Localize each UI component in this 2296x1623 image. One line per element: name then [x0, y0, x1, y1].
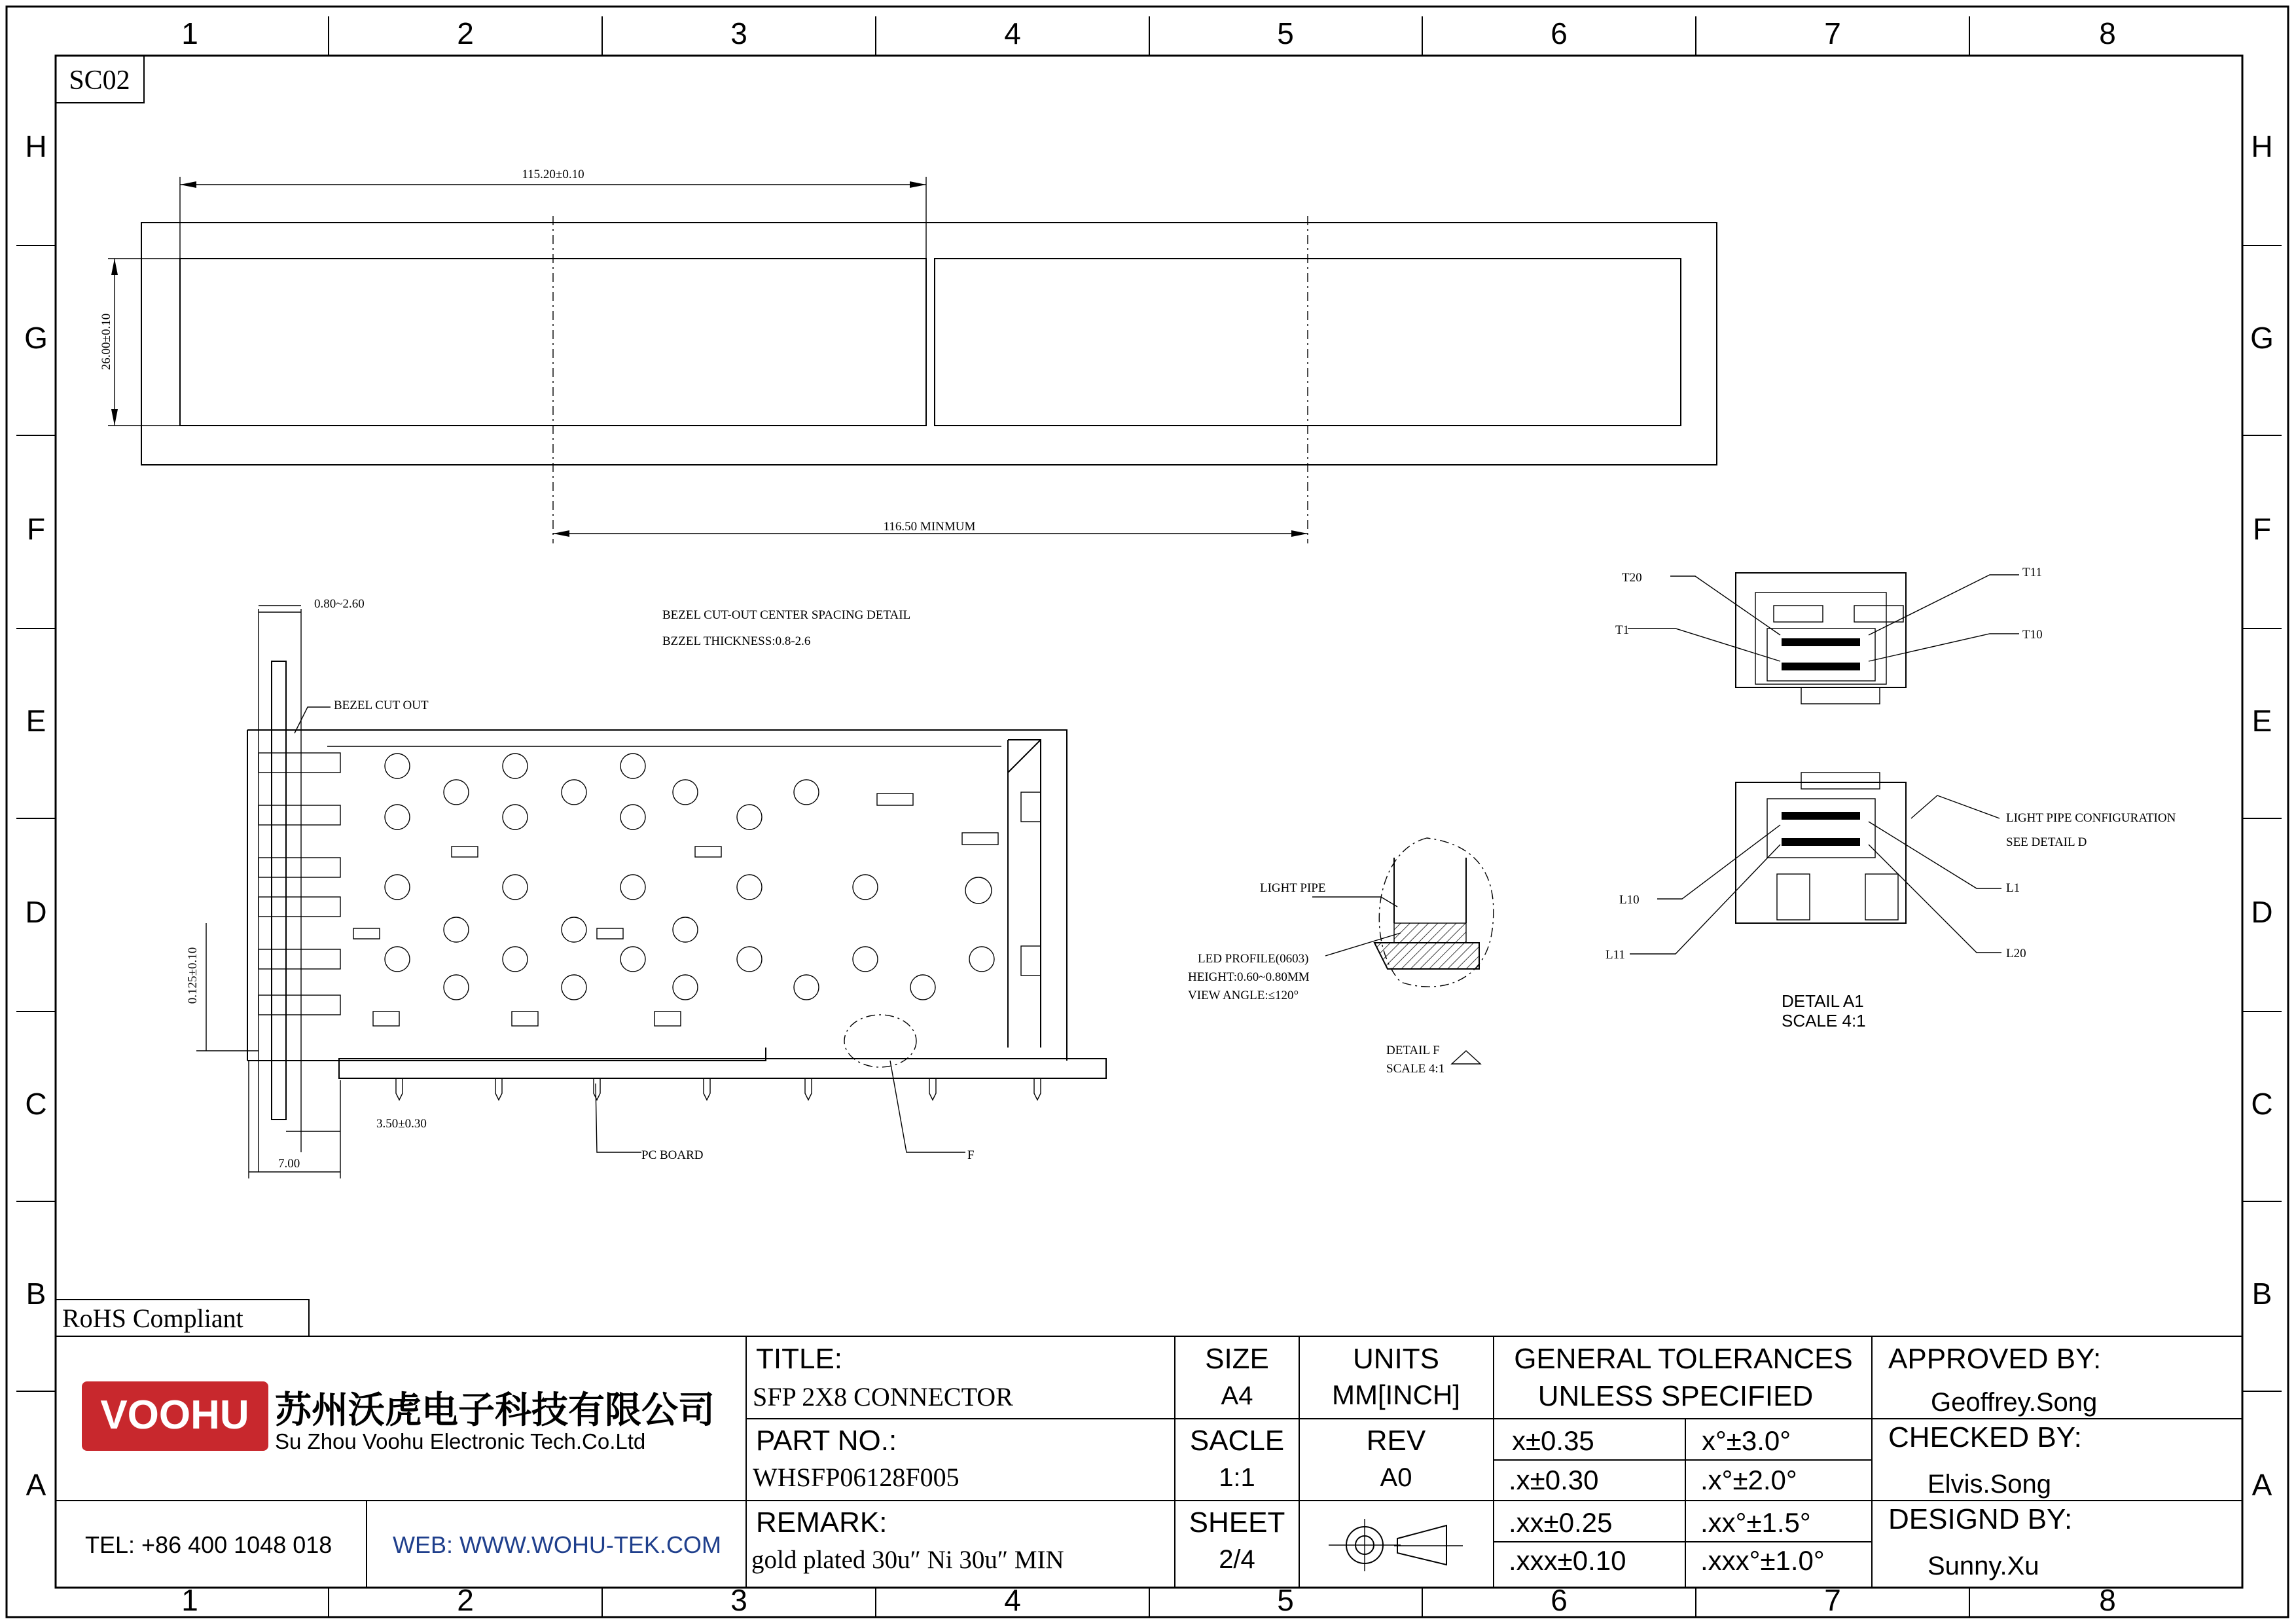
rohs-label: RoHS Compliant — [62, 1304, 243, 1333]
note-see-detail-d: SEE DETAIL D — [2006, 835, 2087, 849]
projection-symbol-icon — [1329, 1519, 1463, 1571]
remark-value: gold plated 30u″ Ni 30u″ MIN — [751, 1546, 1064, 1574]
detail-a1-label: DETAIL A1 — [1782, 991, 1864, 1011]
rev-label: REV — [1366, 1425, 1426, 1457]
note-light-pipe: LIGHT PIPE — [1260, 881, 1326, 895]
callout-f: F — [967, 1148, 975, 1162]
detail-a1-view — [1628, 573, 2019, 954]
dim-top-min: 116.50 MINMUM — [883, 520, 976, 534]
units-value: MM[INCH] — [1332, 1379, 1460, 1410]
col-label: 4 — [1004, 16, 1021, 51]
side-view — [196, 606, 1106, 1178]
row-label: F — [2252, 512, 2272, 547]
row-label: A — [26, 1468, 46, 1503]
row-label: H — [25, 130, 47, 164]
size-label: SIZE — [1205, 1343, 1269, 1375]
tolerance-value: x°±3.0° — [1702, 1425, 1791, 1456]
tolerance-value: .x±0.30 — [1509, 1465, 1599, 1495]
scale-label: SACLE — [1189, 1425, 1285, 1457]
col-label: 3 — [730, 1583, 747, 1618]
tolerance-title-2: UNLESS SPECIFIED — [1537, 1380, 1814, 1412]
dim-pitch: 0.125±0.10 — [186, 947, 200, 1004]
units-label: UNITS — [1353, 1343, 1439, 1375]
row-label: G — [24, 321, 48, 356]
tolerance-value: .x°±2.0° — [1700, 1465, 1797, 1495]
col-label: 5 — [1277, 1583, 1294, 1618]
checked-value: Elvis.Song — [1928, 1470, 2051, 1499]
pin-l1: L1 — [2006, 881, 2020, 895]
title-value: SFP 2X8 CONNECTOR — [753, 1382, 1013, 1412]
company-name-en: Su Zhou Voohu Electronic Tech.Co.Ltd — [275, 1429, 646, 1453]
pin-t10: T10 — [2022, 628, 2043, 642]
part-value: WHSFP06128F005 — [753, 1463, 960, 1492]
web-link[interactable]: WEB: WWW.WOHU-TEK.COM — [393, 1531, 721, 1558]
pin-t11: T11 — [2022, 566, 2042, 579]
note-view-angle: VIEW ANGLE:≤120° — [1188, 989, 1299, 1002]
col-label: 5 — [1277, 16, 1294, 51]
dim-top-height: 26.00±0.10 — [99, 313, 113, 371]
col-label: 7 — [1824, 16, 1841, 51]
size-value: A4 — [1221, 1381, 1253, 1410]
note-light-pipe-config: LIGHT PIPE CONFIGURATION — [2006, 811, 2176, 825]
sheet-code: SC02 — [69, 65, 130, 96]
dim-top-width: 115.20±0.10 — [522, 168, 584, 181]
approved-label: APPROVED BY: — [1888, 1343, 2102, 1375]
row-label: H — [2251, 130, 2273, 164]
dim-overall-offset: 7.00 — [278, 1157, 300, 1171]
col-label: 1 — [181, 16, 198, 51]
detail-f-label: DETAIL F — [1386, 1044, 1440, 1057]
row-labels-right — [2250, 130, 2274, 1502]
col-label: 2 — [457, 1583, 474, 1618]
row-label: F — [26, 512, 46, 547]
col-label: 8 — [2099, 1583, 2116, 1618]
dim-board-offset: 3.50±0.30 — [376, 1117, 427, 1131]
part-label: PART NO.: — [756, 1425, 897, 1457]
approved-value: Geoffrey.Song — [1931, 1388, 2098, 1417]
col-label: 4 — [1004, 1583, 1021, 1618]
pin-l11: L11 — [1605, 948, 1625, 962]
tel: TEL: +86 400 1048 018 — [85, 1531, 332, 1558]
logo-text: VOOHU — [100, 1393, 249, 1438]
row-labels-left — [24, 130, 48, 1502]
note-bezel-cut-out: BEZEL CUT OUT — [334, 699, 429, 712]
col-label: 3 — [730, 16, 747, 51]
company-name-cn: 苏州沃虎电子科技有限公司 — [275, 1389, 715, 1432]
note-bezel-spacing: BEZEL CUT-OUT CENTER SPACING DETAIL — [662, 608, 911, 622]
row-ticks — [16, 246, 2282, 1391]
sheet-label: SHEET — [1189, 1506, 1285, 1539]
checked-label: CHECKED BY: — [1888, 1421, 2082, 1453]
col-label: 6 — [1551, 16, 1568, 51]
note-led-height: HEIGHT:0.60~0.80MM — [1188, 970, 1310, 984]
row-label: D — [25, 895, 47, 930]
col-label: 8 — [2099, 16, 2116, 51]
sheet-value: 2/4 — [1219, 1545, 1255, 1574]
col-label: 1 — [181, 1583, 198, 1618]
row-label: B — [26, 1277, 46, 1311]
pin-rows — [1782, 638, 1860, 846]
tolerance-value: .xx°±1.5° — [1700, 1507, 1811, 1538]
col-label: 7 — [1824, 1583, 1841, 1618]
col-label: 6 — [1551, 1583, 1568, 1618]
pin-t1: T1 — [1615, 623, 1630, 637]
row-label: D — [2251, 895, 2273, 930]
detail-a1-scale: SCALE 4:1 — [1782, 1011, 1866, 1030]
tolerance-value: x±0.35 — [1512, 1425, 1594, 1456]
row-label: E — [26, 704, 46, 739]
tolerance-value: .xx±0.25 — [1509, 1507, 1613, 1538]
detail-f-scale: SCALE 4:1 — [1386, 1062, 1445, 1076]
scale-value: 1:1 — [1219, 1463, 1255, 1492]
column-ticks — [329, 16, 1969, 1617]
tolerance-value: .xxx±0.10 — [1509, 1545, 1626, 1576]
title-label: TITLE: — [756, 1343, 843, 1375]
pin-t20: T20 — [1622, 571, 1642, 585]
row-label: G — [2250, 321, 2274, 356]
row-label: C — [2251, 1087, 2273, 1122]
note-pc-board: PC BOARD — [641, 1148, 704, 1162]
row-label: A — [2251, 1468, 2272, 1503]
col-label: 2 — [457, 16, 474, 51]
row-label: C — [25, 1087, 47, 1122]
design-value: Sunny.Xu — [1928, 1552, 2039, 1580]
dim-bezel-thickness: 0.80~2.60 — [314, 597, 365, 611]
tolerance-title-1: GENERAL TOLERANCES — [1514, 1343, 1853, 1375]
bezel-cutout-view — [108, 177, 1717, 543]
note-led-profile: LED PROFILE(0603) — [1198, 952, 1309, 966]
outer-border — [7, 7, 2288, 1617]
design-label: DESIGND BY: — [1888, 1503, 2073, 1535]
row-label: B — [2251, 1277, 2272, 1311]
detail-f-view — [1312, 838, 1494, 1064]
remark-label: REMARK: — [756, 1506, 888, 1539]
note-bezel-thickness: BZZEL THICKNESS:0.8-2.6 — [662, 634, 811, 648]
rev-value: A0 — [1380, 1463, 1412, 1492]
row-label: E — [2251, 704, 2272, 739]
pin-l20: L20 — [2006, 947, 2026, 960]
tolerance-value: .xxx°±1.0° — [1700, 1545, 1825, 1576]
pin-l10: L10 — [1619, 893, 1640, 907]
